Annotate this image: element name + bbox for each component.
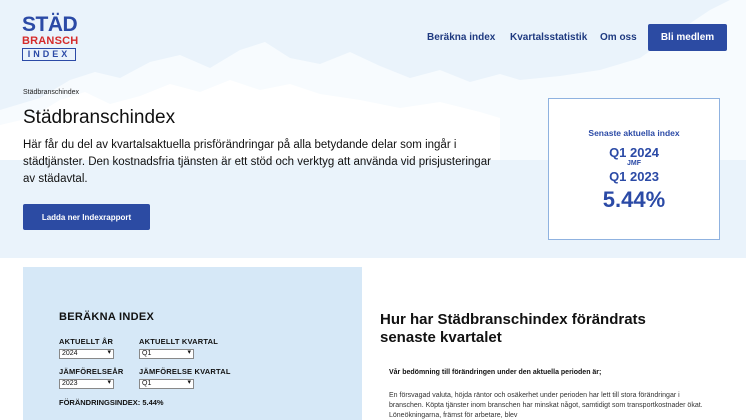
compare-quarter-label: JÄMFÖRELSE KVARTAL bbox=[139, 367, 231, 376]
page-title: Städbranschindex bbox=[23, 107, 176, 128]
nav-om-oss[interactable]: Om oss bbox=[600, 32, 637, 43]
calculator-title: BERÄKNA INDEX bbox=[59, 311, 155, 323]
calculator-panel bbox=[23, 267, 362, 420]
logo-line-3: INDEX bbox=[22, 48, 76, 61]
logo-line-2: BRANSCH bbox=[22, 35, 79, 47]
latest-index-value: 5.44% bbox=[602, 187, 666, 212]
logo-line-1: STÄD bbox=[22, 13, 78, 36]
compare-year-label: JÄMFÖRELSEÅR bbox=[59, 367, 124, 376]
nav-berakna-index[interactable]: Beräkna index bbox=[427, 32, 496, 43]
compare-quarter-select[interactable]: Q1 ▾ bbox=[139, 379, 194, 389]
intro-text: Här får du del av kvartalsaktuella prisförändringar på alla betydande delar som ingår i städtjänster. Den kostnadsfria tjänsten är ett stöd och verktyg att använda vid prisjusteringar av städavtal. bbox=[23, 139, 491, 185]
current-year-label: AKTUELLT ÅR bbox=[59, 337, 114, 346]
download-index-report-button[interactable]: Ladda ner Indexrapport bbox=[23, 204, 150, 230]
index-change-body: En försvagad valuta, höjda räntor och osäkerhet under perioden har lett till stora förändringar i branschen. Köpta tjänster inom branschen har minskat något, samtidigt som transportkostnader ökat. Löneökningarna, främst för arbetare, blev bbox=[389, 392, 703, 419]
latest-index-card bbox=[548, 98, 720, 240]
latest-jmf-label: JMF bbox=[627, 160, 641, 167]
nav-kvartalsstatistik[interactable]: Kvartalsstatistik bbox=[510, 32, 588, 43]
current-quarter-label: AKTUELLT KVARTAL bbox=[139, 337, 219, 346]
change-index-result: FÖRÄNDRINGSINDEX: 5.44% bbox=[59, 398, 164, 407]
latest-compare-period: Q1 2023 bbox=[609, 169, 659, 184]
current-year-select[interactable]: 2024 ▾ bbox=[59, 349, 114, 359]
current-quarter-select[interactable]: Q1 ▾ bbox=[139, 349, 194, 359]
stadbranschindex-logo[interactable] bbox=[22, 14, 80, 62]
compare-year-select[interactable]: 2023 ▾ bbox=[59, 379, 114, 389]
index-change-subtitle: Vår bedömning till förändringen under den aktuella perioden är; bbox=[389, 369, 602, 376]
become-member-button[interactable]: Bli medlem bbox=[648, 24, 727, 51]
latest-current-period: Q1 2024 bbox=[609, 145, 659, 160]
latest-index-title: Senaste aktuella index bbox=[588, 128, 680, 138]
breadcrumb[interactable]: Städbranschindex bbox=[23, 89, 80, 96]
index-change-title: Hur har Städbranschindex förändrats senaste kvartalet bbox=[380, 311, 646, 346]
site-header bbox=[0, 0, 746, 70]
